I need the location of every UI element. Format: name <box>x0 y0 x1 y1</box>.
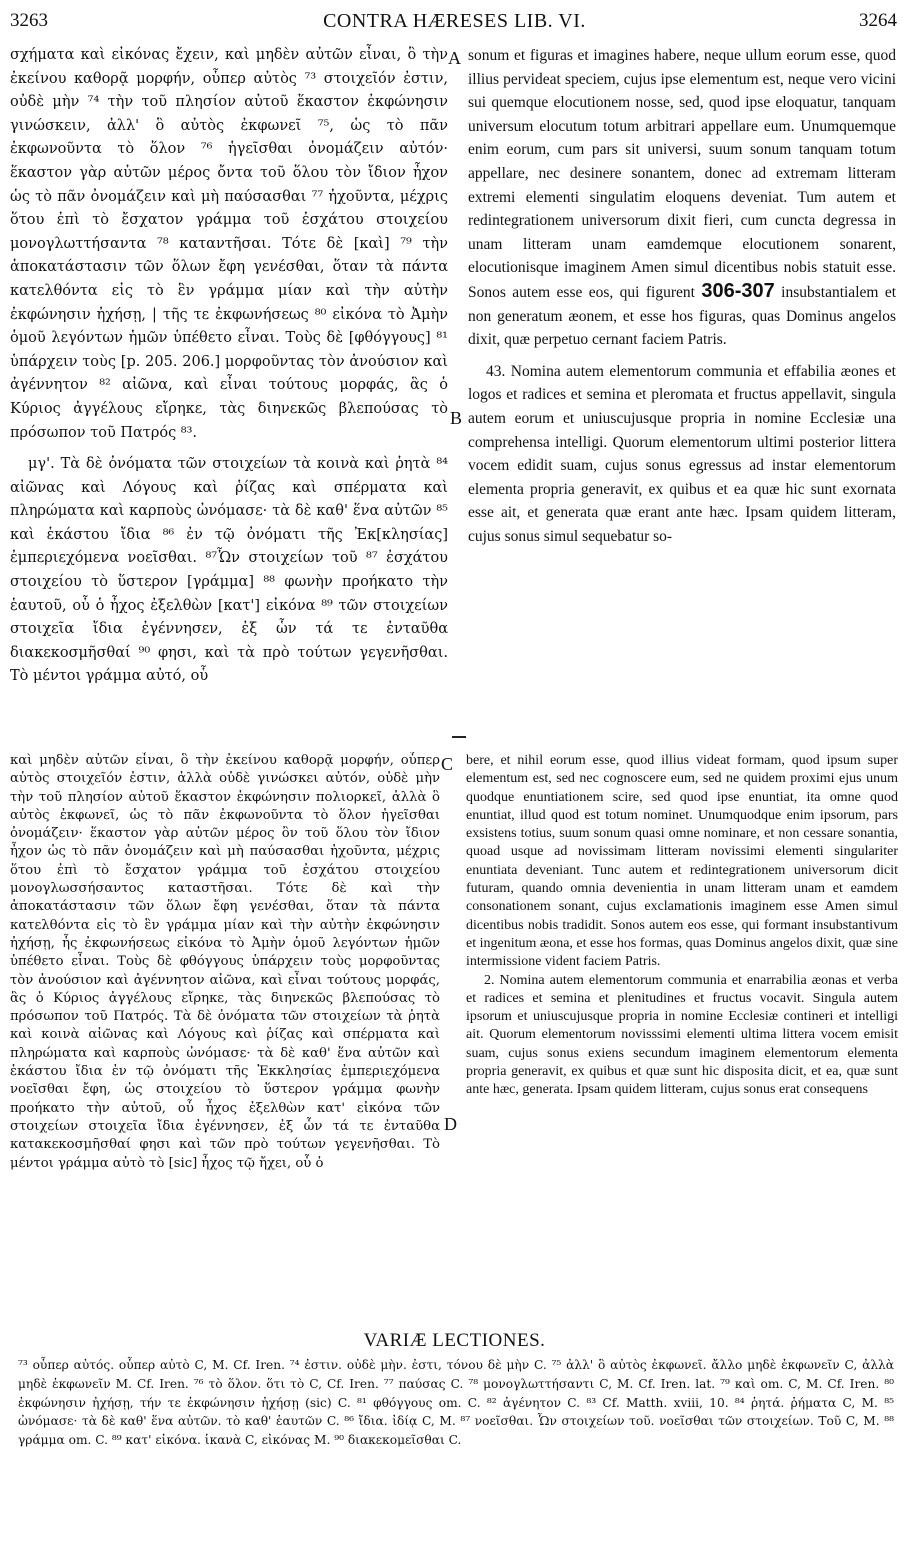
section-divider <box>452 736 466 738</box>
variae-lectiones-text: ⁷³ οὗπερ αὐτός. οὗπερ αὐτὸ C, M. Cf. Iren. ⁷⁴ ἐστιν. οὐδὲ μὴν. ἐστι, τόνου δὲ μὴν C. ⁷⁵ ἀλλ' ὃ αὐτὸς ἐκφωνεῖ. ἄλλο μηδὲ ἐκφωνεῖν C, ἀλλὰ μηδὲ ἐκφωνεῖν M. Cf. Iren. ⁷⁶ τὸ ὅλον. ὅτι τὸ C, Cf. Iren. ⁷⁷ παύσας C. ⁷⁸ μονογλωττήσαντι C, M. Cf. Iren. lat. ⁷⁹ καὶ om. C, M. Cf. Iren. ⁸⁰ ἐκφώνησιν ἠχήσῃ, τήν τε ἐκφώνησιν ἠχήσῃ (sic) C. ⁸¹ φθόγγους om. C. ⁸² ἀγένητον C. ⁸³ Cf. Matth. xviii, 10. ⁸⁴ ῥητά. ῥήματα C, M. ⁸⁵ ὠνόμασε· τὰ δὲ καθ' ἕνα αὐτῶν. τὸ καθ' ἑαυτῶν C. ⁸⁶ ἴδια. ἰδίᾳ C, M. ⁸⁷ νοεῖσθαι. Ὧν στοιχείων τοῦ. νοεῖσθαι τῶν στοιχείων. Τοῦ C, M. ⁸⁸ γράμμα om. C. ⁸⁹ κατ' εἰκόνα. ἱκανὰ C, εἰκόνας M. ⁹⁰ διακεκομεῖσθαι C. <box>18 1358 894 1448</box>
running-title: CONTRA HÆRESES LIB. VI. <box>323 10 586 32</box>
greek-paragraph: σχήματα καὶ εἰκόνας ἔχειν, καὶ μηδὲν αὐτῶν εἶναι, ὃ τὴν ἐκείνου καθορᾷ μορφήν, οὗπερ αὐτὸς ⁷³ στοιχεῖόν ἐστιν, οὐδὲ μὴν ⁷⁴ τὴν τοῦ πλησίον αὐτοῦ ἕκαστον ἐκφώνησιν γινώσκειν, ἀλλ' ὃ αὐτὸς ἐκφωνεῖ ⁷⁵, ὡς τὸ πᾶν ἐκφωνοῦντα τὸ ὅλον ⁷⁶ ἡγεῖσθαι ὀνομάζειν αὐτόν· ἕκαστον γὰρ αὐτῶν μέρος ὄντα τοῦ ὅλου τὸν ἴδιον ἦχον ὡς τὸ πᾶν ὀνομάζειν καὶ μὴ παύσασθαι ⁷⁷ ἠχοῦντα, μέχρις ὅτου ἐπὶ τὸ ἔσχατον γράμμα τοῦ ἐσχάτου στοιχείου μονογλωττήσαντα ⁷⁸ καταντῆσαι. Τότε δὲ [καὶ] ⁷⁹ τὴν ἀποκατάστασιν τῶν ὅλων ἔφη γενέσθαι, ὅταν τὰ πάντα κατελθόντα εἰς τὸ ἓν γράμμα μίαν καὶ τὴν αὐτὴν ἐκφώνησιν ἠχήσῃ, | τῆς τε ἐκφωνήσεως ⁸⁰ εἰκόνα τὸ Ἀμὴν ὁμοῦ λεγόντων ἡμῶν ὑπέθετο εἶναι. Τοὺς δὲ [φθόγγους] ⁸¹ ὑπάρχειν τοὺς [p. 205. 206.] μορφοῦντας τὸν ἀνούσιον καὶ ἀγέννητον ⁸² αἰῶνα, καὶ εἶναι τούτους μορφάς, ἃς ὁ Κύριος ἀγγέλους εἴρηκε, τὰς διηνεκῶς βλεπούσας τὸ πρόσωπον τοῦ Πατρός ⁸³. <box>10 47 448 441</box>
latin-paragraph: bere, et nihil eorum esse, quod illius videat formam, quod ipsum super elementum est, sed nec cognoscere eum, sed ne quidem proximi ejus unum quodque enuntiationem scire, sed quod ipse enuntiat, ita omne quod enuntiat, illud quod est totum nominet. Unumquodque enim ipsorum, pars exsistens totius, suum sonum quasi omne nominare, et non cessare sonantia, quoad usque ad novissimam litteram novissimi elementi singulariter enuntiata deveniant. Tunc autem et redintegrationem universorum dicit futuram, quando omnia devenientia in unam litteram unam et eamdem consonationem sonant, cujus exclamationis imaginem esse Amen simul dicentibus nobis tradidit. Sonos autem eos esse, qui formant insubstantivum et ingenitum æona, et esse hos formas, quas Dominus angelos dixit, quæ sine intermissione vident faciem Patris. <box>466 753 898 970</box>
latin-paragraph: 2. Nomina autem elementorum communia et enarrabilia æonas et verba et radices et semina et plenitudines et fructus vocavit. Singula autem ipsorum et uniuscujusque propria in nomine Ecclesiæ contineri et intelligi ait. Quorum elementorum novisssimi elementi ultima littera vocem emisit suam, cujus sonus exiens secundum imaginem elementorum elementa propria generavit, ex quibus et quæ sunt hic disposita dicit, et ea, quæ sunt ante hæc, generata. Ipsam quidem litteram, cujus sonus erat consequens <box>466 972 898 1098</box>
page-reference-marker: 306-307 <box>701 279 775 302</box>
margin-marker-c: C <box>441 754 454 774</box>
latin-paragraph: sonum et figuras et imagines habere, neque ullum eorum esse, quod illius pervideat speciem, cujus ipse elementum est, neque vero vicini sui quemque elocutionem nosse, sed, quod ipse eloquatur, tanquam universum elocutum totum arbitrari appellare eum. Unumquemque enim eorum, cum pars sit universi, suum sonum tanquam totum appellare, nec desinere sonantem, donec ad extremam litteram extremi elementi singulatim eloquens deveniat. Tum autem et redintegrationem universorum dixit fieri, cum cuncta degressa in unam litteram unam eamdemque elocutionem sonarent, elocutionisque imaginem Amen simul dicentibus nobis statuit esse. Sonos autem esse eos, qui figurent <box>468 47 896 301</box>
margin-marker-d: D <box>444 1114 457 1134</box>
page-number-right: 3264 <box>859 10 897 31</box>
latin-paragraph-continued: insubstantialem et non generatum æonem, et esse hos figuras, quas Dominus angelos dixit, quæ perpetuo cernant faciem Patris. <box>468 283 896 349</box>
page-number-left: 3263 <box>10 10 48 31</box>
latin-column-top <box>468 44 896 724</box>
margin-marker-b: B <box>450 408 463 428</box>
page-header <box>0 8 909 38</box>
latin-column-bottom <box>466 752 898 1302</box>
margin-marker-a: A <box>448 48 461 68</box>
greek-paragraph: καὶ μηδὲν αὐτῶν εἶναι, ὃ τὴν ἐκείνου καθορᾷ μορφήν, οὗπερ αὐτὸς στοιχεῖόν ἐστιν, ἀλλὰ οὐδὲ γινώσκει αὐτόν, οὐδὲ μὴν τὴν τοῦ πλησίον αὐτοῦ ἕκαστον ἐκφώνησιν πολιορκεῖ, ἀλλὰ ὃ αὐτὸς ἐκφωνεῖ, ὡς τὸ πᾶν ἐκφωνοῦντα τὸ ὅλον ἡγεῖσθαι ὀνομάζειν· ἕκαστον γὰρ αὐτῶν μέρος ὂν τοῦ ὅλου τὸν ἴδιον ἦχον ὡς τὸ πᾶν ὀνομάζειν καὶ μὴ παύσασθαι ἠχοῦντα, μέχρις ὅτου ἐπὶ τὸ ἔσχατον γράμμα τοῦ ἐσχάτου στοιχείου μονογλωσσήσαντος καταστῆσαι. Τότε δὲ καὶ τὴν ἀποκατάστασιν τῶν ὅλων ἔφη γενέσθαι, ὅταν τὰ πάντα κατελθόντα εἰς τὸ ἓν γράμμα μίαν καὶ τὴν αὐτὴν ἐκφώνησιν ἠχήσῃ, ἧς ἐκφωνήσεως εἰκόνα τὸ Ἀμὴν ὁμοῦ λεγόντων ἡμῶν ὑπέθετο εἶναι. Τοὺς δὲ φθόγγους ὑπάρχειν τοὺς μορφοῦντας τὸν ἀνούσιον καὶ ἀγέννητον αἰῶνα, καὶ εἶναι τούτους μορφάς, ἃς ὁ Κύριος ἀγγέλους εἴρηκε, τὰς διηνεκῶς βλεπούσας τὸ πρόσωπον τοῦ Πατρός. Τὰ δὲ ὀνόματα τῶν στοιχείων τὰ ῥητὰ καὶ κοινὰ αἰῶνας καὶ Λόγους καὶ ῥίζας καὶ σπέρματα καὶ πληρώματα καὶ καρποὺς ὠνόμασε· τὰ δὲ καθ' ἕνα αὐτῶν καὶ ἑκάστου ἴδια ἐν τῷ ὀνόματι τῆς Ἐκκλησίας ἐμπεριεχόμενα νοεῖσθαι ἔφη, ὡς στοιχείου τὸ ὕστερον γράμμα φωνὴν προήκατο τὴν αὐτοῦ, οὗ ἦχος ἐξελθὼν κατ' εἰκόνα τῶν στοιχείων στοιχεῖα ἴδια ἐγέννησεν, ἐξ ὧν τά τε ἐνταῦθα κατακεκοσμῆσθαί φησι καὶ τῶν πρὸ τούτων γεγενῆσθαι. Τὸ μέντοι γράμμα αὐτὸ τὸ [sic] ἦχος τῷ ἤχει, οὗ ὁ <box>10 753 440 1171</box>
variae-lectiones-title: VARIÆ LECTIONES. <box>363 1330 546 1351</box>
latin-paragraph: 43. Nomina autem elementorum communia et effabilia æones et logos et radices et semina et pleromata et fructus appellavit, singula autem eorum et uniuscujusque propria in nomine Ecclesiæ una comprehensa intelligi. Quorum elementorum ultimi posterior littera vocem edidit suam, cujus sonus egressus ad instar elementorum elementa propria generavit, ex quibus et ea quæ hic sunt exornata esse ait, et generata quæ erant ante hæc. Ipsam quidem litteram, cujus sonus simul sequebatur so- <box>468 362 896 545</box>
greek-column-bottom <box>10 752 440 1302</box>
greek-column-top <box>10 44 448 724</box>
variae-lectiones-notes <box>18 1356 894 1486</box>
greek-paragraph: μγ'. Τὰ δὲ ὀνόματα τῶν στοιχείων τὰ κοινὰ καὶ ῥητὰ ⁸⁴ αἰῶνας καὶ Λόγους καὶ ῥίζας καὶ σπέρματα καὶ πληρώματα καὶ καρποὺς ὠνόμασε· τὰ δὲ καθ' ἕνα αὐτῶν ⁸⁵ καὶ ἑκάστου ἴδια ⁸⁶ ἐν τῷ ὀνόματι τῆς Ἐκ[κλησίας] ἐμπεριεχόμενα νοεῖσθαι. ⁸⁷Ὧν στοιχείων τοῦ ⁸⁷ ἐσχάτου στοιχείου τὸ ὕστερον [γράμμα] ⁸⁸ φωνὴν προήκατο τὴν ἑαυτοῦ, οὗ ὁ ἦχος ἐξελθὼν [κατ'] εἰκόνα ⁸⁹ τῶν στοιχείων στοιχεῖα ἴδια ἐγέννησεν, ἐξ ὧν τά τε ἐνταῦθα διακεκοσμῆσθαί ⁹⁰ φησι, καὶ τὰ πρὸ τούτων γεγενῆσθαι. Τὸ μέντοι γράμμα αὐτό, οὗ <box>10 456 448 685</box>
